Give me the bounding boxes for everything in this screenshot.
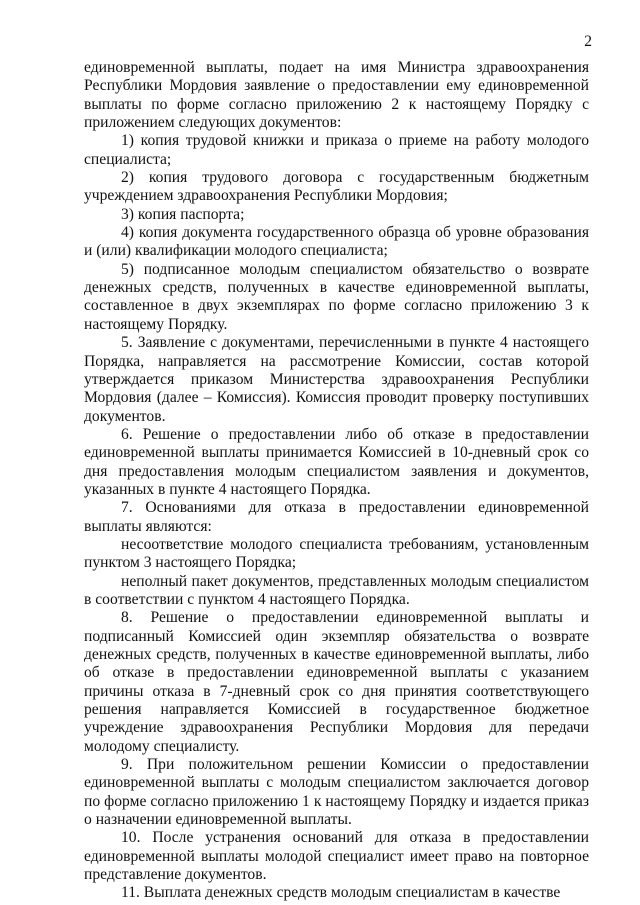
list-item: 4) копия документа государственного образца об уровне образования и (или) квалификации молодого специалиста; bbox=[84, 224, 589, 260]
list-item: 5) подписанное молодым специалистом обязательство о возврате денежных средств, полученных в качестве единовременной выплаты, составленное в двух экземплярах по форме согласно приложению 3 к настоящему Порядку. bbox=[84, 260, 589, 333]
list-item: 3) копия паспорта; bbox=[121, 205, 245, 223]
document-body bbox=[84, 59, 589, 903]
list-item: 2) копия трудового договора с государственным бюджетным учреждением здравоохранения Республики Мордовия; bbox=[84, 169, 589, 205]
paragraph: 5. Заявление с документами, перечисленными в пункте 4 настоящего Порядка, направляется на рассмотрение Комиссии, состав которой утверждается приказом Министерства здравоохранения Республики Мордовия (далее – Комиссия). Комиссия проводит проверку поступивших документов. bbox=[84, 334, 589, 425]
paragraph: 11. Выплата денежных средств молодым специалистам в качестве bbox=[121, 884, 561, 902]
paragraph: 6. Решение о предоставлении либо об отказе в предоставлении единовременной выплаты принимается Комиссией в 10-дневный срок со дня предоставления молодым специалистом заявления и документов, указанных в пункте 4 настоящего Порядка. bbox=[84, 425, 589, 498]
paragraph: неполный пакет документов, представленных молодым специалистом в соответствии с пунктом 4 настоящего Порядка. bbox=[84, 572, 589, 608]
paragraph: несоответствие молодого специалиста требованиям, установленным пунктом 3 настоящего Порядка; bbox=[84, 535, 589, 572]
paragraph: единовременной выплаты, подает на имя Министра здравоохранения Республики Мордовия заявление о предоставлении ему единовременной выплаты по форме согласно приложению 2 к настоящему Порядку с приложением следующих документов: bbox=[84, 59, 589, 132]
paragraph: 10. После устранения оснований для отказа в предоставлении единовременной выплаты молодой специалист имеет право на повторное представление документов. bbox=[84, 829, 589, 884]
list-item: 1) копия трудовой книжки и приказа о приеме на работу молодого специалиста; bbox=[84, 132, 589, 168]
paragraph: 8. Решение о предоставлении единовременной выплаты и подписанный Комиссией один экземпляр обязательства о возврате денежных средств, полученных в качестве единовременной выплаты, либо об отказе в предоставлении единовременной выплаты с указанием причины отказа в 7-дневный срок со дня принятия соответствующего решения направляется Комиссией в государственное бюджетное учреждение здравоохранения Республики Мордовия для передачи молодому специалисту. bbox=[84, 609, 589, 755]
paragraph: 9. При положительном решении Комиссии о предоставлении единовременной выплаты с молодым специалистом заключается договор по форме согласно приложению 1 к настоящему Порядку и издается приказ о назначении единовременной выплаты. bbox=[84, 756, 589, 829]
page-number: 2 bbox=[584, 33, 592, 50]
paragraph: 7. Основаниями для отказа в предоставлении единовременной выплаты являются: bbox=[84, 499, 589, 535]
